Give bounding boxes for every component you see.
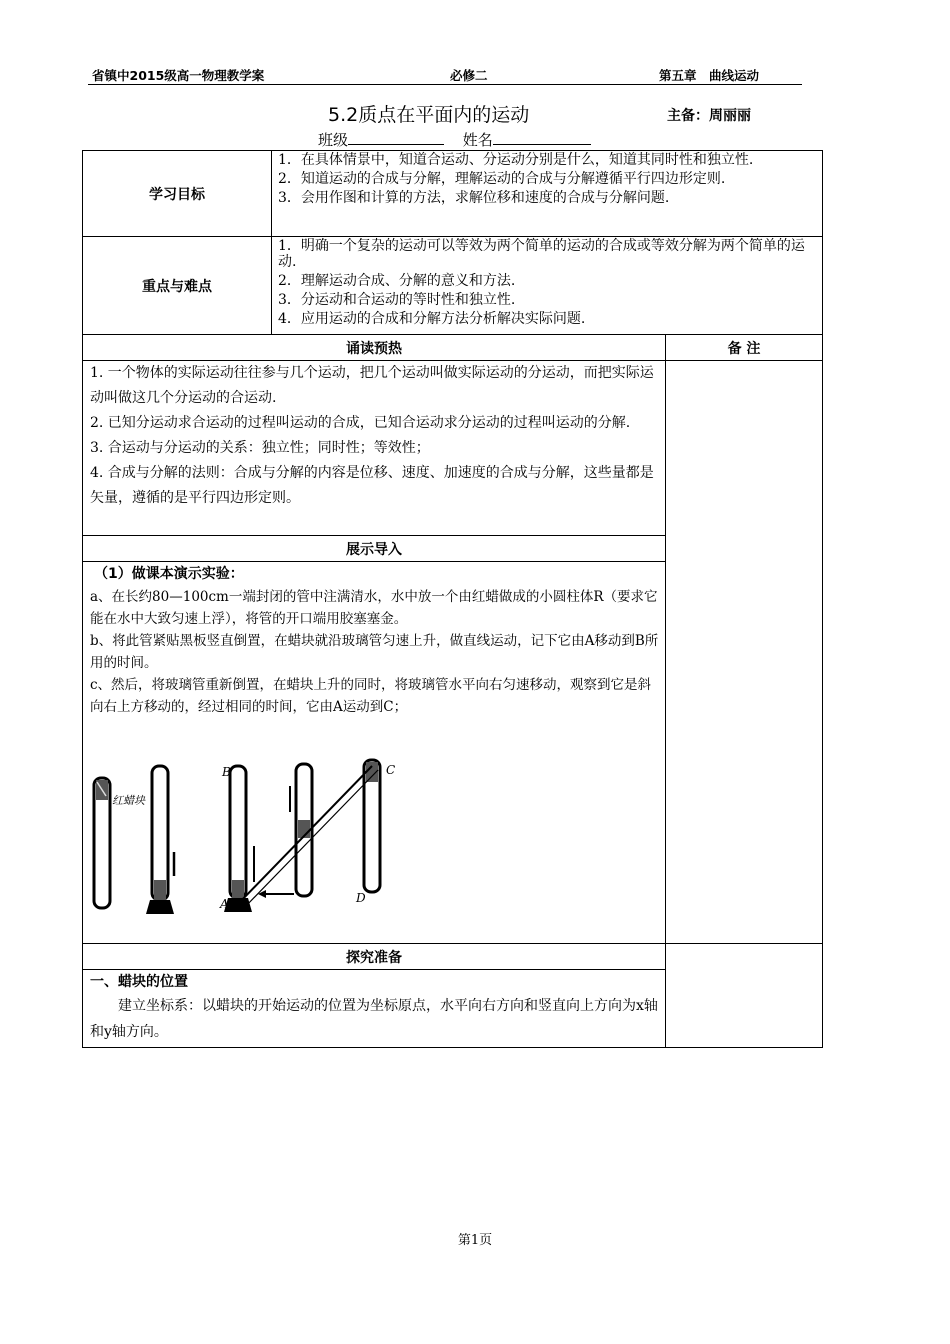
explore-label: 探究准备 [346, 949, 402, 966]
list-item: 2．理解运动合成、分解的意义和方法. [278, 273, 516, 289]
name-field[interactable] [493, 128, 591, 145]
page-number: 第1页 [457, 1233, 493, 1248]
display-content [90, 564, 660, 718]
reading-content [90, 361, 660, 511]
display-label: 展示导入 [346, 541, 402, 558]
keypoints-list [278, 238, 818, 330]
header-volume: 必修二 [450, 68, 488, 83]
label-d: D [356, 891, 366, 905]
page-header [88, 66, 802, 85]
list-item: 1．在具体情景中，知道合运动、分运动分别是什么，知道其同时性和独立性. [278, 152, 754, 168]
experiment-subtitle: （1）做课本演示实验： [94, 566, 244, 582]
tube-cd [364, 760, 380, 892]
list-item: 2. 已知分运动求合运动的过程叫运动的合成，已知合运动求分运动的过程叫运动的分解. [90, 415, 631, 431]
list-item: 4．应用运动的合成和分解方法分析解决实际问题. [278, 311, 586, 327]
list-item: a、在长约80—100cm一端封闭的管中注满清水，水中放一个由红蜡做成的小圆柱体R（要求它能在水中大致匀速上浮），将管的开口端用胶塞塞金。 [90, 589, 658, 627]
label-c: C [386, 763, 396, 777]
list-item: 3．分运动和合运动的等时性和独立性. [278, 292, 516, 308]
label-a: A [220, 897, 229, 911]
page-title: 5.2质点在平面内的运动 [328, 104, 530, 126]
class-name-line [318, 128, 591, 150]
list-item: b、将此管紧贴黑板竖直倒置，在蜡块就沿玻璃管匀速上升，做直线运动，记下它由A移动到B所用的时间。 [90, 633, 659, 671]
list-item: 1．明确一个复杂的运动可以等效为两个简单的运动的合成或等效分解为两个简单的运动. [278, 238, 805, 270]
reading-label: 诵读预热 [346, 340, 402, 357]
class-label: 班级 [318, 131, 349, 149]
header-chapter: 第五章 曲线运动 [659, 68, 760, 83]
experiment-figure [88, 756, 418, 920]
label-b: B [222, 765, 231, 779]
tube-ab [224, 766, 294, 912]
list-item: 3．会用作图和计算的方法，求解位移和速度的合成与分解问题. [278, 190, 670, 206]
class-field[interactable] [348, 128, 444, 145]
list-item: 3. 合运动与分运动的关系：独立性；同时性；等效性； [90, 440, 430, 456]
wax-label: 红蜡块 [112, 794, 145, 807]
tube-wax-bottom [146, 766, 174, 914]
list-item: 1. 一个物体的实际运动往往参与几个运动，把几个运动叫做实际运动的分运动，而把实际运动叫做这几个分运动的合运动. [90, 365, 654, 406]
author-label: 主备：周丽丽 [667, 108, 751, 124]
objectives-list [278, 152, 818, 209]
list-item: 4. 合成与分解的法则：合成与分解的内容是位移、速度、加速度的合成与分解，这些量都是矢量，遵循的是平行四边形定则。 [90, 465, 654, 506]
tube-wax-top [94, 778, 110, 908]
notes-label: 备 注 [727, 340, 761, 357]
list-item: c、然后，将玻璃管重新倒置，在蜡块上升的同时，将玻璃管水平向右匀速移动，观察到它是斜向右上方移动的，经过相同的时间，它由A运动到C； [90, 677, 652, 715]
header-school: 省镇中2015级高一物理教学案 [92, 68, 265, 83]
list-item: 2．知道运动的合成与分解，理解运动的合成与分解遵循平行四边形定则. [278, 171, 726, 187]
objectives-label: 学习目标 [149, 186, 205, 203]
explore-content [90, 971, 660, 1045]
explore-text: 建立坐标系：以蜡块的开始运动的位置为坐标原点，水平向右方向和竖直向上方向为x轴和y轴方向。 [90, 998, 658, 1040]
keypoints-label: 重点与难点 [142, 278, 212, 295]
explore-heading: 一、蜡块的位置 [90, 974, 188, 990]
name-label: 姓名 [462, 131, 493, 149]
